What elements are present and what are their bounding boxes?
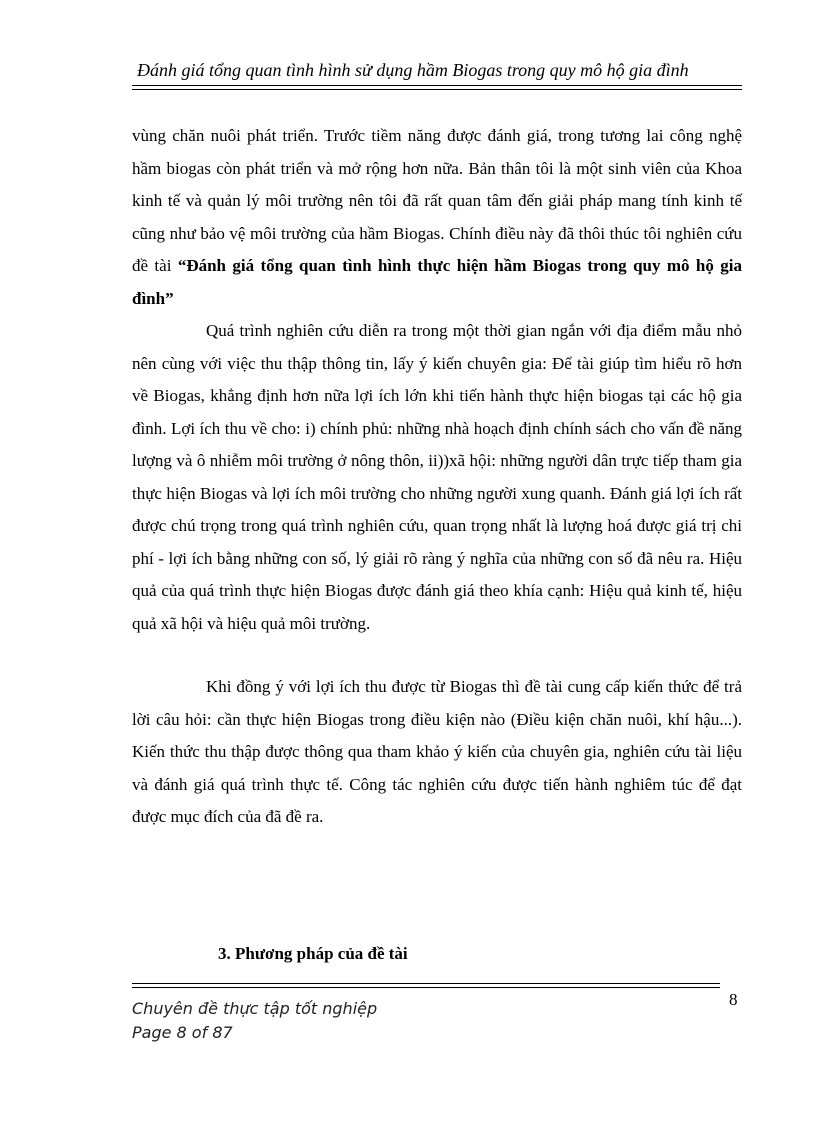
paragraph-knowledge: Khi đồng ý với lợi ích thu được từ Biogas thì đề tài cung cấp kiến thức để trả lời câu hỏi: cần thực hiện Biogas trong điều kiện nào (Điều kiện chăn nuôi, khí hậu...). Kiến thức thu thập được thông qua tham khảo ý kiến của chuyên gia, nghiên cứu tài liệu và đánh giá quá trình thực tế. Công tác nghiên cứu được tiến hành nghiêm túc để đạt được mục đích của đã đề ra.	[132, 677, 742, 826]
footer-doc-type: Chuyên đề thực tập tốt nghiệp	[132, 999, 378, 1018]
paragraph-intro	[132, 120, 742, 315]
footer-page-info: Page 8 of 87	[132, 1023, 233, 1042]
header-rule-top	[132, 85, 742, 86]
topic-title-bold: “Đánh giá tổng quan tình hình thực hiện hầm Biogas trong quy mô hộ gia đình”	[132, 256, 742, 308]
paragraph-research-process: Quá trình nghiên cứu diễn ra trong một thời gian ngắn với địa điểm mẫu nhỏ nên cùng với việc thu thập thông tin, lấy ý kiến chuyên gia: Để tài giúp tìm hiểu rõ hơn về Biogas, khẳng định hơn nữa lợi ích lớn khi tiến hành thực hiện biogas tại các hộ gia đình. Lợi ích thu về cho: i) chính phủ: những nhà hoạch định chính sách cho vấn đề năng lượng và ô nhiễm môi trường ở nông thôn, ii))xã hội: những người dân trực tiếp tham gia thực hiện Biogas và lợi ích môi trường cho những người xung quanh. Đánh giá lợi ích rất được chú trọng trong quá trình nghiên cứu, quan trọng nhất là lượng hoá được giá trị chi phí - lợi ích bằng những con số, lý giải rõ ràng ý nghĩa của những con số đã nêu ra. Hiệu quả của quá trình thực hiện Biogas được đánh giá theo khía cạnh: Hiệu quả kinh tế, hiệu quả xã hội và hiệu quả môi trường.	[132, 321, 742, 633]
body-text	[132, 120, 742, 834]
paragraph-intro-text: vùng chăn nuôi phát triển. Trước tiềm năng được đánh giá, trong tương lai công nghệ hầm biogas còn phát triển và mở rộng hơn nữa. Bản thân tôi là một sinh viên của Khoa kinh tế và quản lý môi trường nên tôi đã rất quan tâm đến giải pháp mang tính kinh tế cũng như bảo vệ môi trường của hầm Biogas. Chính điều này đã thôi thúc tôi nghiên cứu đề tài	[132, 126, 742, 275]
page-number: 8	[729, 990, 738, 1009]
footer-rule-bottom	[132, 987, 720, 988]
header-rule-bottom	[132, 89, 742, 90]
page-header-title: Đánh giá tổng quan tình hình sử dụng hầm Biogas trong quy mô hộ gia đình	[137, 60, 689, 80]
section-heading: 3. Phương pháp của đề tài	[218, 944, 408, 963]
footer-rule-top	[132, 983, 720, 984]
